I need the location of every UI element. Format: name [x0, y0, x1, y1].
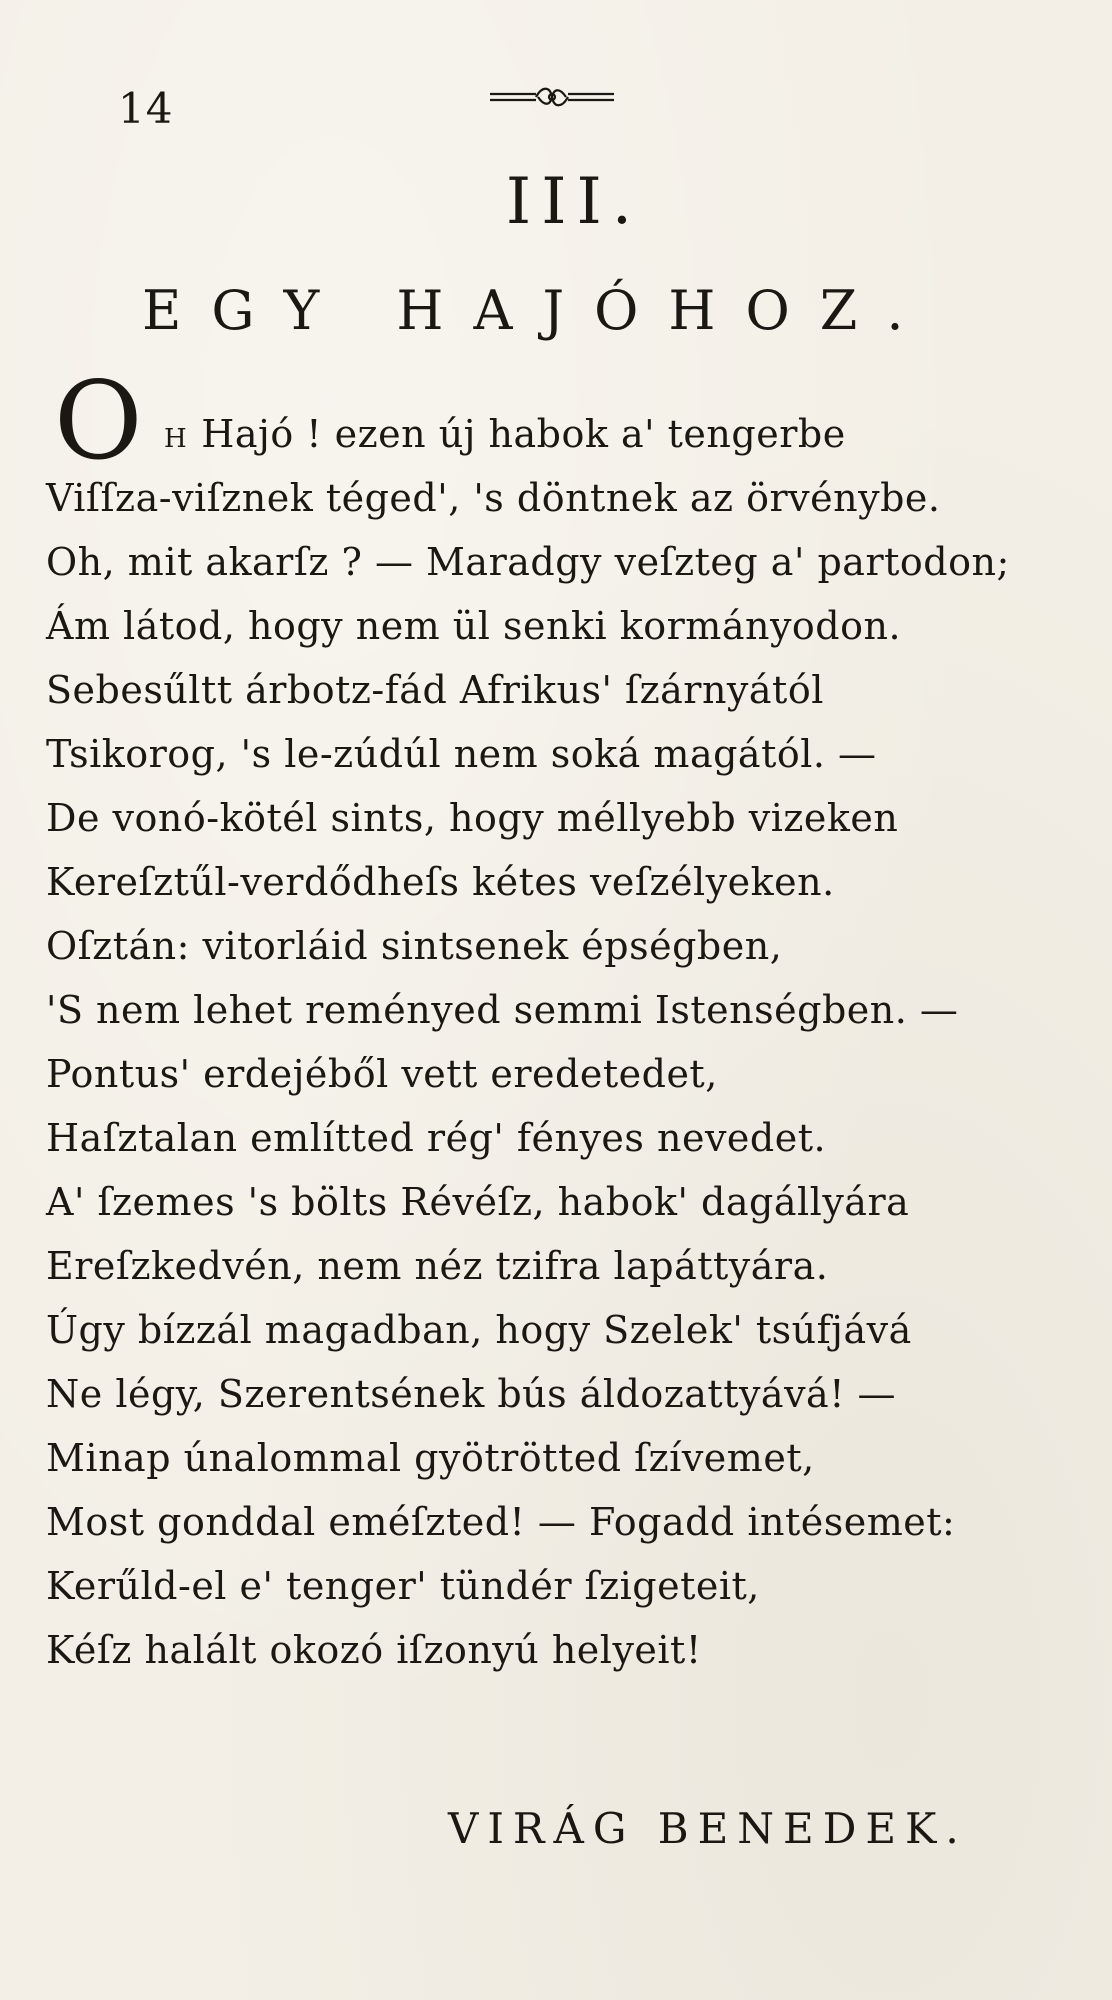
poem-line: Pontus' erdejéből vett eredetedet,	[46, 1052, 718, 1096]
poem-line: Úgy bízzál magadban, hogy Szelek' tsúfjává	[46, 1308, 912, 1352]
poem-line: Sebesűltt árbotz-fád Afrikus' ſzárnyától	[46, 668, 824, 712]
poem-line: Oh, mit akarſz ? — Maradgy veſzteg a' partodon;	[46, 540, 1010, 584]
section-number: III.	[505, 165, 643, 239]
poem-line: Minap únalommal gyötrötted ſzívemet,	[46, 1436, 815, 1480]
poem-line: 'S nem lehet reményed semmi Istenségben. —	[46, 988, 959, 1032]
poem-line: Ám látod, hogy nem ül senki kormányodon.	[46, 604, 902, 648]
drop-cap: O	[54, 359, 144, 484]
poem-line: Ne légy, Szerentsének bús áldozattyává! —	[46, 1372, 897, 1416]
poem-line: Ereſzkedvén, nem néz tzifra lapáttyára.	[46, 1244, 829, 1288]
poem-line: De vonó-kötél sints, hogy méllyebb vizeken	[46, 796, 899, 840]
poem-line: Kerűld-el e' tenger' tündér ſzigeteit,	[46, 1564, 760, 1608]
poem-line	[46, 359, 1046, 484]
poem-line: A' ſzemes 's bölts Révéſz, habok' dagállyára	[46, 1180, 910, 1224]
poem-line: Most gonddal eméſzted! — Fogadd intésemet:	[46, 1500, 956, 1544]
poem-line: Viſſza-viſznek téged', 's döntnek az örvénybe.	[46, 476, 941, 520]
poem-line: Kéſz halált okozó iſzonyú helyeit!	[46, 1628, 702, 1672]
poem-title: EGY HAJÓHOZ.	[142, 279, 934, 342]
first-line-small-caps: H	[164, 424, 189, 454]
poem-line: Oſztán: vitorláid sintsenek épségben,	[46, 924, 783, 968]
author-signature: VIRÁG BENEDEK.	[448, 1804, 968, 1853]
poem-line: Tsikorog, 's le-zúdúl nem soká magától. —	[46, 732, 877, 776]
first-line-text: Hajó ! ezen új habok a' tengerbe	[188, 412, 846, 456]
ornament-icon	[488, 80, 616, 116]
poem-line: Kereſztűl-verdődheſs kétes veſzélyeken.	[46, 860, 835, 904]
poem-line: Haſztalan említted rég' fényes nevedet.	[46, 1116, 827, 1160]
page-number: 14	[118, 84, 174, 133]
poem-stanza	[46, 359, 1046, 1682]
